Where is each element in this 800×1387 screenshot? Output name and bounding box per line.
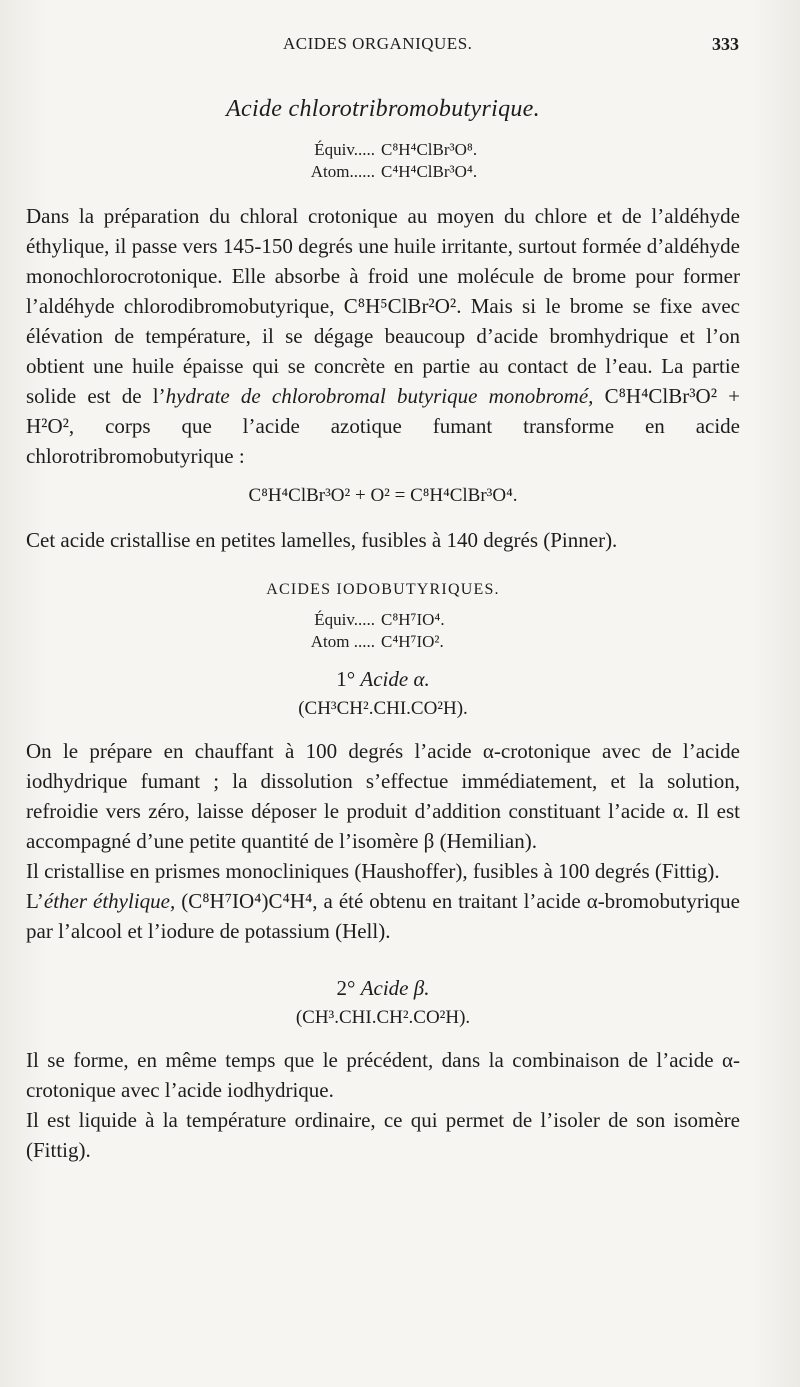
- structure-formula-beta: (CH³.CHI.CH².CO²H).: [295, 1007, 471, 1028]
- equiv-row: [253, 139, 513, 161]
- paragraph-text: L’: [26, 889, 44, 913]
- paragraph-alpha-preparation: On le prépare en chauffant à 100 degrés l’acide α-crotonique avec de l’acide iodhydrique fumant ; la dissolution s’effectue immédiatement, et la solution, refroidie vers zéro, laisse déposer le produit d’addition constituant l’acide α. Il est accompagné d’une petite quantité de l’isomère β (Hemilian).: [26, 739, 740, 853]
- formula-block-2: [253, 609, 513, 653]
- atom-formula: C⁴H⁴ClBr³O⁴.: [381, 162, 478, 181]
- page-number: 333: [712, 34, 739, 54]
- paragraph-text-end: (C⁸H⁷IO⁴)C⁴H⁴, a été obtenu en traitant l’acide α-bromobutyrique par l’alcool et l’iodure de potassium (Hell).: [26, 889, 740, 943]
- atom-row: [253, 631, 513, 653]
- running-title: ACIDES ORGANIQUES.: [283, 34, 473, 53]
- subheading-number: 1°: [336, 667, 356, 691]
- equiv-formula: C⁸H⁴ClBr³O⁸.: [381, 140, 478, 159]
- paragraph-text: Dans la préparation du chloral crotonique au moyen du chlore et de l’aldéhyde éthylique, il passe vers 145-150 degrés une huile irritante, surtout formée d’aldéhyde monochlorocrotonique. Elle absorbe à froid une molécule de brome pour former l’aldéhyde chlorodibromobutyrique, C⁸H⁵ClBr²O². Mais si le brome se fixe avec élévation de température, il se dégage beaucoup d’acide bromhydrique et l’on obtient une huile épaisse qui se concrète en partie au contact de l’eau. La partie solide est de l’: [26, 204, 740, 408]
- paragraph-alpha-ether: [26, 886, 740, 946]
- paragraph-alpha-crystals: Il cristallise en prismes monocliniques (Haushoffer), fusibles à 100 degrés (Fittig).: [26, 859, 720, 883]
- equiv-formula: C⁸H⁷IO⁴.: [381, 610, 445, 629]
- subheading-number: 2°: [336, 976, 356, 1000]
- equiv-label: Équiv.....: [314, 610, 375, 629]
- subheading-name: Acide α.: [360, 667, 430, 691]
- atom-label: Atom......: [310, 162, 375, 181]
- formula-block-1: [253, 139, 513, 183]
- paragraph-crystallization: Cet acide cristallise en petites lamelles, fusibles à 140 degrés (Pinner).: [26, 528, 618, 552]
- atom-row: [253, 161, 513, 183]
- paragraph-italic-term: éther éthylique,: [43, 889, 176, 913]
- section-title-chlorotribromobutyrique: Acide chlorotribromobutyrique.: [226, 96, 540, 122]
- subheading-name: Acide β.: [360, 976, 430, 1000]
- paragraph-italic-term: hydrate de chlorobromal butyrique monobromé,: [165, 384, 594, 408]
- subheading-acide-alpha: [26, 667, 740, 692]
- paragraph-beta-formation: Il se forme, en même temps que le précédent, dans la combinaison de l’acide α-crotonique avec l’acide iodhydrique.: [26, 1048, 740, 1102]
- equiv-row: [253, 609, 513, 631]
- paragraph-preparation: [26, 201, 740, 471]
- paragraph-beta-liquid: Il est liquide à la température ordinaire, ce qui permet de l’isoler de son isomère (Fittig).: [26, 1108, 740, 1162]
- atom-label: Atom .....: [310, 632, 375, 651]
- reaction-equation: C⁸H⁴ClBr³O² + O² = C⁸H⁴ClBr³O⁴.: [248, 485, 518, 506]
- structure-formula-alpha: (CH³CH².CHI.CO²H).: [298, 698, 468, 719]
- subheading-acide-beta: [26, 976, 740, 1001]
- page-header: [0, 30, 800, 58]
- section-title-iodobutyriques: ACIDES IODOBUTYRIQUES.: [266, 581, 500, 598]
- equiv-label: Équiv.....: [314, 140, 375, 159]
- page-content: [26, 96, 740, 1165]
- atom-formula: C⁴H⁷IO².: [381, 632, 444, 651]
- paragraph-text-end: C⁸H⁴ClBr³O² + H²O², corps que l’acide azotique fumant transforme en acide chlorotribromobutyrique :: [26, 384, 740, 468]
